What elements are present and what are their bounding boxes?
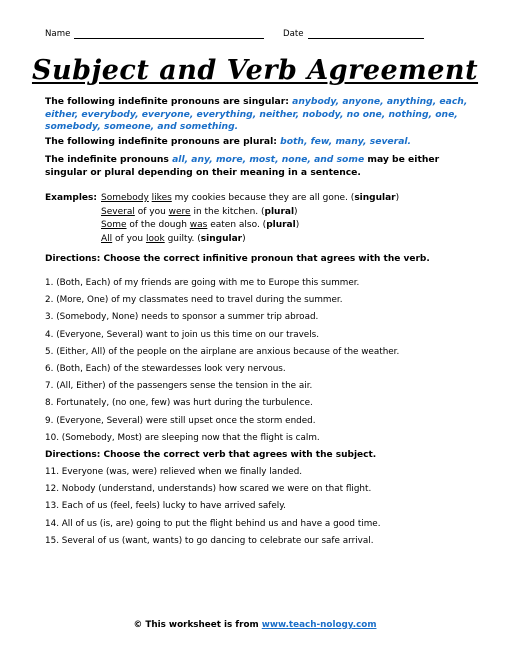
example-tag: plural <box>264 206 295 217</box>
directions-pronoun: Directions: Choose the correct infinitive pronoun that agrees with the verb. <box>45 254 430 264</box>
list-item: 5. (Either, All) of the people on the airplane are anxious because of the weather. <box>45 346 400 357</box>
list-item: 2. (More, One) of my classmates need to travel during the summer. <box>45 295 343 306</box>
singular-words: anybody, anyone, anything, each, either, everybody, everyone, everything, neither, nobody, no one, nothing, one, somebody, someone, and something. <box>45 96 468 132</box>
list-item: 15. Several of us (want, wants) to go dancing to celebrate our safe arrival. <box>45 535 374 546</box>
date-line[interactable] <box>308 29 424 39</box>
example-subject: Somebody <box>101 193 149 203</box>
date-field[interactable] <box>283 29 424 39</box>
either-paragraph <box>45 154 475 179</box>
list-item: 8. Fortunately, (no one, few) was hurt during the turbulence. <box>45 398 313 409</box>
examples-rows <box>101 192 481 246</box>
date-label: Date <box>283 29 304 39</box>
footer-link[interactable]: www.teach-nology.com <box>261 620 377 630</box>
name-label: Name <box>45 29 71 39</box>
example-verb: were <box>168 206 191 217</box>
directions-verb: Directions: Choose the correct verb that agrees with the subject. <box>45 450 377 460</box>
example-row: All of you look guilty. (singular) <box>101 233 246 244</box>
list-item: 1. (Both, Each) of my friends are going with me to Europe this summer. <box>45 278 360 288</box>
list-item: 3. (Somebody, None) needs to sponsor a summer trip abroad. <box>45 312 319 323</box>
list-item: 4. (Everyone, Several) want to join us this time on our travels. <box>45 329 320 340</box>
list-item: 12. Nobody (understand, understands) how scared we were on that flight. <box>45 484 372 495</box>
list-item: 11. Everyone (was, were) relieved when we finally landed. <box>45 467 303 477</box>
example-tag: singular <box>200 233 243 244</box>
example-verb: was <box>189 220 208 230</box>
list-item: 7. (All, Either) of the passengers sense the tension in the air. <box>45 381 313 392</box>
name-line[interactable] <box>74 29 264 39</box>
example-row: Some of the dough was eaten also. (plural) <box>101 220 300 230</box>
example-verb: likes <box>151 193 172 203</box>
list-item: 9. (Everyone, Several) were still upset once the storm ended. <box>45 415 316 426</box>
example-subject: Several <box>101 206 135 217</box>
singular-paragraph <box>45 96 475 134</box>
plural-lead: The following indefinite pronouns are plural: <box>45 136 277 147</box>
singular-lead: The following indefinite pronouns are singular: <box>45 96 289 107</box>
list-item: 10. (Somebody, Most) are sleeping now that the flight is calm. <box>45 432 320 443</box>
example-tag: plural <box>266 220 296 230</box>
either-lead: The indefinite pronouns <box>45 154 169 165</box>
page-title: Subject and Verb Agreement <box>31 55 479 86</box>
footer-text: © This worksheet is from <box>133 620 262 630</box>
footer <box>0 620 510 630</box>
plural-words: both, few, many, several. <box>280 136 412 147</box>
example-tag: singular <box>354 193 396 203</box>
either-words: all, any, more, most, none, and some <box>172 154 365 165</box>
list-item: 6. (Both, Each) of the stewardesses look very nervous. <box>45 363 286 374</box>
example-subject: All <box>101 233 113 244</box>
example-row: Several of you were in the kitchen. (plural) <box>101 206 298 217</box>
examples-label: Examples: <box>45 193 97 203</box>
verb-exercise-list <box>45 467 485 553</box>
either-tail: may be either singular or plural depending on their meaning in a sentence. <box>45 154 440 178</box>
plural-paragraph <box>45 136 475 149</box>
pronoun-exercise-list <box>45 278 485 450</box>
list-item: 14. All of us (is, are) going to put the flight behind us and have a good time. <box>45 518 381 529</box>
list-item: 13. Each of us (feel, feels) lucky to have arrived safely. <box>45 501 286 512</box>
example-subject: Some <box>101 220 127 230</box>
example-verb: look <box>145 233 165 244</box>
name-field[interactable] <box>45 29 264 39</box>
example-row: Somebody likes my cookies because they are all gone. (singular) <box>101 193 400 203</box>
